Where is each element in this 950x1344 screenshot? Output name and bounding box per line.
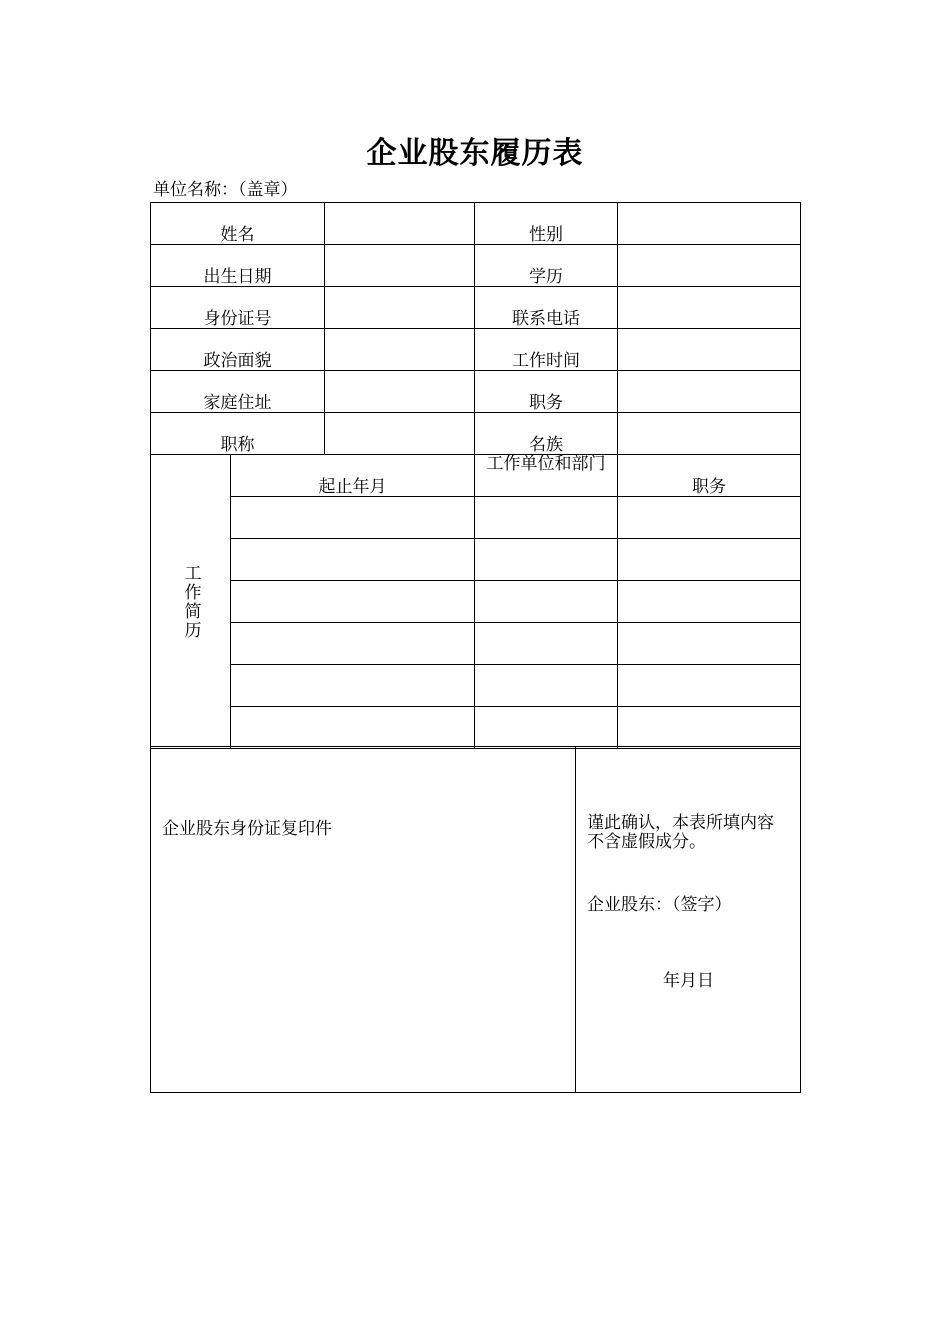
unit-cell[interactable] xyxy=(475,665,618,707)
table-row xyxy=(151,413,801,455)
signature-label: 企业股东：（签字） xyxy=(587,895,732,915)
birthdate-field[interactable] xyxy=(325,245,475,287)
table-row xyxy=(151,747,801,1093)
ethnicity-label: 名族 xyxy=(475,413,618,455)
name-label: 姓名 xyxy=(151,203,325,245)
period-column-header: 起止年月 xyxy=(231,455,475,497)
period-cell[interactable] xyxy=(231,539,475,581)
table-row xyxy=(151,707,801,749)
period-cell[interactable] xyxy=(231,497,475,539)
period-cell[interactable] xyxy=(231,665,475,707)
unit-cell[interactable] xyxy=(475,623,618,665)
title-rank-field[interactable] xyxy=(325,413,475,455)
address-label: 家庭住址 xyxy=(151,371,325,413)
work-time-label: 工作时间 xyxy=(475,329,618,371)
unit-column-header: 工作单位和部门 xyxy=(475,455,618,497)
name-field[interactable] xyxy=(325,203,475,245)
title-rank-label: 职称 xyxy=(151,413,325,455)
table-row xyxy=(151,371,801,413)
gender-field[interactable] xyxy=(618,203,801,245)
work-history-header-row xyxy=(151,455,801,497)
political-status-label: 政治面貌 xyxy=(151,329,325,371)
resume-table xyxy=(150,202,801,749)
id-number-field[interactable] xyxy=(325,287,475,329)
position-cell[interactable] xyxy=(618,665,801,707)
period-cell[interactable] xyxy=(231,623,475,665)
id-copy-label: 企业股东身份证复印件 xyxy=(162,819,332,839)
ethnicity-field[interactable] xyxy=(618,413,801,455)
confirmation-table xyxy=(150,746,801,1093)
education-label: 学历 xyxy=(475,245,618,287)
id-number-label: 身份证号 xyxy=(151,287,325,329)
unit-cell[interactable] xyxy=(475,497,618,539)
phone-field[interactable] xyxy=(618,287,801,329)
unit-cell[interactable] xyxy=(475,581,618,623)
period-cell[interactable] xyxy=(231,581,475,623)
work-time-field[interactable] xyxy=(618,329,801,371)
table-row xyxy=(151,623,801,665)
id-copy-area[interactable] xyxy=(151,747,576,1093)
table-row xyxy=(151,329,801,371)
education-field[interactable] xyxy=(618,245,801,287)
table-row xyxy=(151,539,801,581)
page-title: 企业股东履历表 xyxy=(366,136,584,171)
position-field[interactable] xyxy=(618,371,801,413)
confirmation-area xyxy=(576,747,801,1093)
period-cell[interactable] xyxy=(231,707,475,749)
table-row xyxy=(151,497,801,539)
birthdate-label: 出生日期 xyxy=(151,245,325,287)
table-row xyxy=(151,665,801,707)
address-field[interactable] xyxy=(325,371,475,413)
work-history-section-label: 工作简历 xyxy=(151,455,231,749)
position-cell[interactable] xyxy=(618,623,801,665)
table-row xyxy=(151,581,801,623)
position-label: 职务 xyxy=(475,371,618,413)
table-row xyxy=(151,203,801,245)
confirmation-statement: 谨此确认，本表所填内容不含虚假成分。 xyxy=(587,813,774,852)
phone-label: 联系电话 xyxy=(475,287,618,329)
position-cell[interactable] xyxy=(618,539,801,581)
date-label: 年月日 xyxy=(663,971,714,991)
gender-label: 性别 xyxy=(475,203,618,245)
unit-cell[interactable] xyxy=(475,539,618,581)
position-cell[interactable] xyxy=(618,497,801,539)
political-status-field[interactable] xyxy=(325,329,475,371)
table-row xyxy=(151,287,801,329)
position-cell[interactable] xyxy=(618,581,801,623)
table-row xyxy=(151,245,801,287)
position-column-header: 职务 xyxy=(618,455,801,497)
unit-name-stamp-label: 单位名称：（盖章） xyxy=(153,180,298,200)
unit-cell[interactable] xyxy=(475,707,618,749)
position-cell[interactable] xyxy=(618,707,801,749)
